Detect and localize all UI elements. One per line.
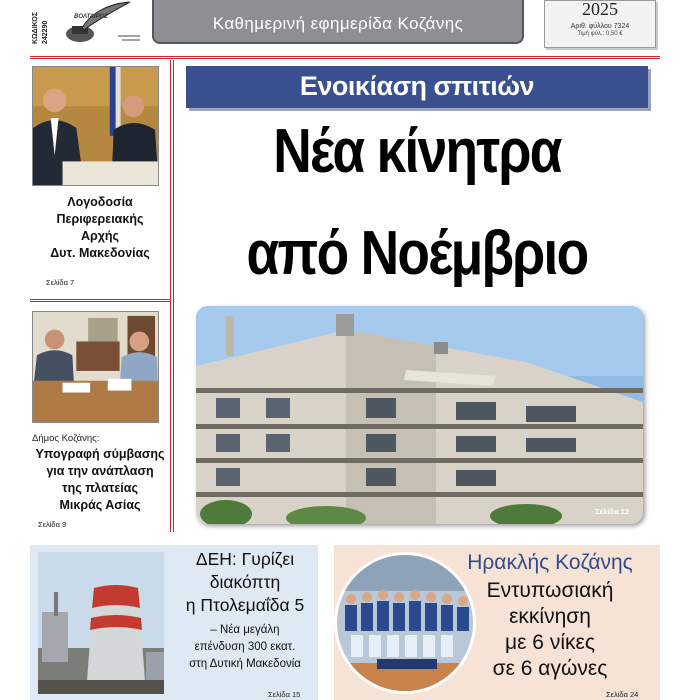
quill-inkwell-icon (60, 0, 144, 46)
title-plate (152, 0, 524, 44)
officials-photo (32, 66, 159, 186)
tagline: Καθημερινή εφημερίδα Κοζάνης (212, 14, 464, 33)
main-story-page-ref: Σελίδα 12 (595, 507, 629, 516)
column-divider (170, 60, 174, 532)
code-label: ΚΩΔΙΚΟΣ (32, 11, 39, 44)
issue-price: Τιμή φύλ.: 0,50 € (577, 31, 623, 37)
story2-kicker: Δήμος Κοζάνης: (32, 433, 100, 444)
deh-subtitle: – Νέα μεγάλη επένδυση 300 εκατ. στη Δυτική Μακεδονία (189, 624, 301, 670)
voltaire-logo (60, 0, 144, 46)
story2-page-ref: Σελίδα 9 (38, 520, 67, 529)
story1-headline: Λογοδοσία Περιφερειακής Αρχής Δυτ. Μακεδονίας (50, 195, 150, 260)
masthead-divider (30, 56, 660, 59)
date-box (544, 0, 656, 48)
story1-page-ref: Σελίδα 7 (46, 278, 75, 287)
code-value: 242290 (42, 20, 49, 44)
herakles-body: Εντυπωσιακή εκκίνηση με 6 νίκες σε 6 αγώνες (486, 579, 614, 680)
logo-name: ΒΟΛΤΑΙΡΟΣ (74, 14, 108, 20)
power-plant-photo (38, 552, 164, 694)
signing-photo (32, 311, 159, 423)
apartment-building-photo (196, 306, 643, 524)
left-story-divider (30, 299, 170, 302)
banner-text: Ενοικίαση σπιτιών (299, 71, 535, 101)
main-headline-line2: από Νοέμβριο (246, 219, 588, 288)
deh-page-ref: Σελίδα 15 (268, 690, 301, 699)
year: 2025 (582, 0, 618, 19)
deh-headline: ΔΕΗ: Γυρίζει διακόπτη η Πτολεμαΐδα 5 (185, 549, 305, 615)
story2-headline: Υπογραφή σύμβασης για την ανάπλαση της πλατείας Μικράς Ασίας (35, 447, 165, 512)
masthead (0, 0, 690, 56)
main-headline-line1: Νέα κίνητρα (273, 117, 561, 186)
main-story-banner (186, 66, 648, 108)
herakles-title: Ηρακλής Κοζάνης (467, 551, 633, 574)
issue-number: Αριθ. φύλλου 7324 (570, 23, 630, 30)
code-block (30, 0, 58, 46)
herakles-page-ref: Σελίδα 24 (606, 690, 639, 699)
